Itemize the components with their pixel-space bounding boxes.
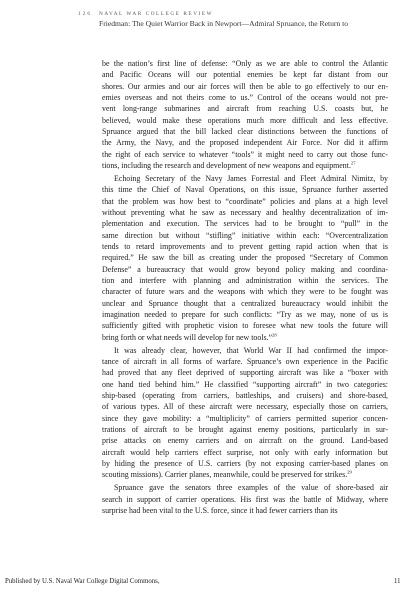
text-line [102, 58, 388, 69]
line-text: same direction but without “stifling” initiative within each: “Overcentralization [102, 230, 388, 240]
text-line [102, 286, 388, 297]
text-line [102, 356, 388, 367]
line-text: Spruance argued that the bill lacked clear distinctions between the functions of [102, 127, 388, 137]
line-text: be the nation’s first line of defense: “Only as we are able to control the Atlantic [102, 59, 388, 68]
line-text: tions, including the research and development of new weapons and equipment. [102, 161, 351, 171]
text-line [102, 298, 388, 309]
text-line [102, 126, 388, 137]
text-line [102, 390, 388, 401]
line-text: search in support of carrier operations. His first was the battle of Midway, where [102, 494, 388, 504]
text-line [102, 424, 388, 435]
footer-credit: Published by U.S. Naval War College Digital Commons, [5, 578, 160, 585]
footnote-marker[interactable]: 28 [272, 332, 277, 338]
header-page-number: 1 2 6 [78, 11, 91, 17]
footnote-marker[interactable]: 29 [347, 469, 352, 475]
text-line [102, 309, 388, 320]
text-line [102, 149, 388, 160]
text-line [102, 401, 388, 412]
line-text: this time the Chief of Naval Operations, on this issue, Spruance further asserted [102, 185, 388, 195]
text-line [102, 196, 388, 207]
line-text: Defense” a bureaucracy that would grow beyond policy making and coordina- [102, 264, 388, 274]
text-line [102, 173, 388, 184]
line-text: without preventing what he saw as necessary and healthy decentralization of im- [102, 207, 388, 217]
line-text: aircraft would help carriers effect surprise, not only with early information but [102, 447, 388, 457]
line-text: plementation and execution. The services had to be brought to “pull” in the [102, 219, 388, 229]
text-line [102, 218, 388, 229]
line-text: and Pacific Oceans will our potential enemies be kept far distant from our [102, 70, 388, 80]
text-line [102, 241, 388, 252]
line-text: believed, would make these operations much more difficult and less effective. [102, 115, 388, 125]
line-text: tance of aircraft in all forms of warfare. Spruance’s own experience in the Pacific [102, 356, 388, 366]
text-line [102, 413, 388, 424]
line-text: tends to retard improvements and to prevent getting rapid action when that is [102, 242, 388, 251]
line-text: Spruance gave the senators three examples of the value of shore-based air [114, 483, 388, 493]
line-text: ship-based (operating from carriers, battleships, and cruisers) and shore-based, [102, 390, 388, 400]
text-line [102, 103, 388, 114]
line-text: of various types. All of these aircraft were necessary, especially those on carriers, [102, 402, 388, 412]
line-text: trations of aircraft to be brought against enemy positions, particularly in sur- [102, 425, 388, 434]
line-text: one hand tied behind him.” He classified “supporting aircraft” in two categories: [102, 379, 388, 389]
footnote-marker[interactable]: 27 [350, 160, 356, 166]
line-text: that the problem was how best to “coordinate” policies and plans at a high level [102, 196, 388, 206]
text-line [102, 435, 388, 446]
footer-page-number: 11 [394, 578, 401, 585]
text-line [102, 252, 388, 263]
text-line [102, 332, 388, 343]
line-text: emies overseas and not theirs come to us.” Control of the oceans would not pre- [102, 93, 388, 103]
text-line [102, 115, 388, 126]
line-text: tion and interfere with planning and administration within the services. The [102, 276, 388, 286]
line-text: required.” He saw the bill as creating under the proposed “Secretary of Common [102, 253, 388, 263]
text-line [102, 92, 388, 103]
text-line [102, 275, 388, 286]
journal-name: NAVAL WAR COLLEGE REVIEW [99, 11, 214, 17]
line-text: since they gave mobility: a “multiplicity” of carriers permitted superior concen- [102, 413, 388, 423]
text-line [102, 230, 388, 241]
text-line [102, 367, 388, 378]
text-line [102, 160, 388, 171]
text-line [102, 69, 388, 80]
line-text: had proved that any fleet deprived of supporting aircraft was like a “boxer with [102, 368, 388, 378]
text-line [102, 379, 388, 390]
paragraph [102, 345, 388, 481]
running-header [78, 9, 398, 35]
line-text: Echoing Secretary of the Navy James Forrestal and Fleet Admiral Nimitz, by [114, 173, 388, 183]
text-line [102, 469, 388, 480]
text-line [102, 320, 388, 331]
paragraph [102, 58, 388, 171]
text-line [102, 447, 388, 458]
text-line [102, 505, 388, 516]
running-title: Friedman: The Quiet Warrior Back in Newport—Admiral Spruance, the Return to [99, 19, 349, 28]
article-body [102, 58, 388, 518]
line-text: the Army, the Navy, and the proposed independent Air Force. Nor did it affirm [102, 138, 388, 148]
line-text: sufficiently gifted with prophetic vision to foresee what new tools the future will [102, 321, 388, 331]
line-text: shores. Our armies and our air forces will then be able to go effectively to our en- [102, 81, 388, 91]
line-text: prise attacks on enemy carriers and on aircraft on the ground. Land-based [102, 436, 388, 446]
line-text: surprise had been vital to the U.S. force, since it had fewer carriers than its [102, 505, 338, 515]
text-line [102, 494, 388, 505]
text-line [102, 458, 388, 469]
text-line [102, 184, 388, 195]
text-line [102, 345, 388, 356]
text-line [102, 264, 388, 275]
text-line [102, 81, 388, 92]
page-footer [0, 578, 420, 590]
paragraph [102, 173, 388, 343]
text-line [102, 207, 388, 218]
paragraph [102, 482, 388, 516]
line-text: the right of each service to whatever “tools” it might need to carry out those func- [102, 149, 388, 159]
line-text: imagination needed to prepare for such conflicts: “Try as we may, none of us is [102, 310, 388, 320]
text-line [102, 482, 388, 493]
line-text: unclear and Spruance thought that a centralized bureaucracy would inhibit the [102, 298, 388, 308]
line-text: scouting missions). Carrier planes, meanwhile, could be preserved for strikes. [102, 470, 348, 480]
text-line [102, 137, 388, 148]
line-text: vent long-range submarines and aircraft from reaching U.S. coasts but, he [102, 104, 388, 114]
line-text: bring forth or what needs will develop for new tools.” [102, 332, 273, 342]
line-text: by hiding the presence of U.S. carriers (by not exposing carrier-based planes on [102, 459, 388, 469]
line-text: It was already clear, however, that World War II had confirmed the impor- [114, 345, 388, 355]
line-text: character of future wars and the weapons with which they were to be fought was [102, 287, 388, 297]
